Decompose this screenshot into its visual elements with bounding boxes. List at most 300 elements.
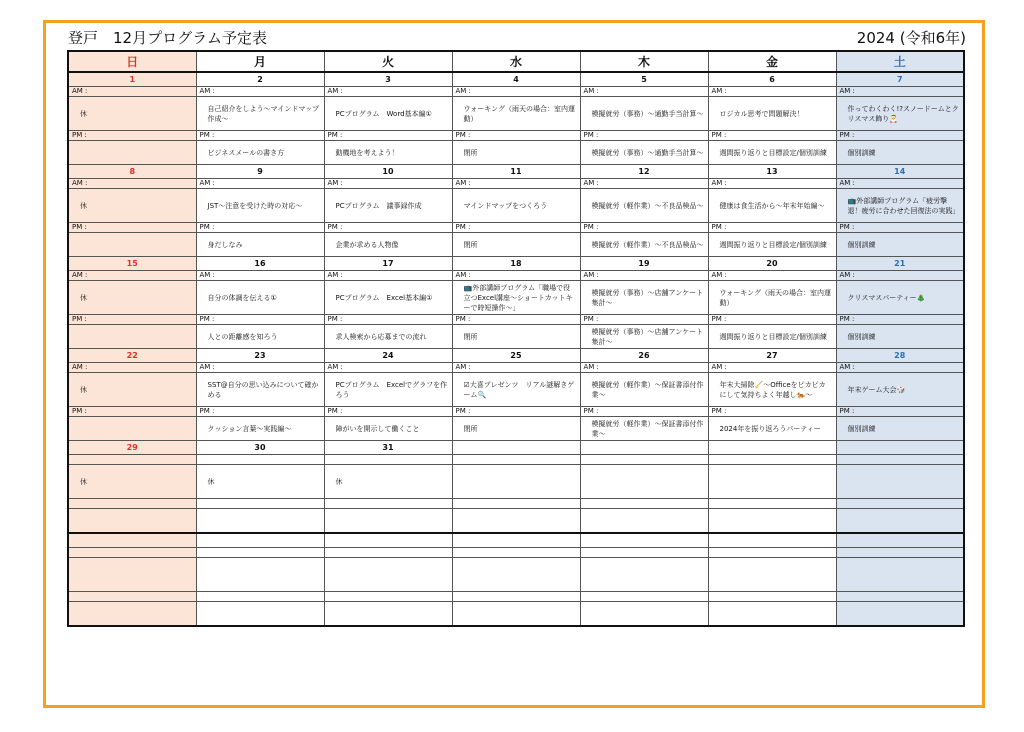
pm-program-cell [452, 325, 580, 349]
pm-label [196, 592, 324, 602]
am-label: AM : [196, 363, 324, 373]
pm-program-cell [452, 233, 580, 257]
pm-program-cell [196, 233, 324, 257]
am-program-cell-text: ロジカル思考で問題解決！ [719, 109, 804, 118]
am-program-cell [452, 558, 580, 592]
date-cell: 18 [452, 257, 580, 271]
date-cell [452, 441, 580, 455]
am-label: AM : [452, 271, 580, 281]
week-1-am-row [68, 189, 964, 223]
am-label [196, 455, 324, 465]
pm-program-cell [68, 509, 196, 534]
am-label [708, 455, 836, 465]
pm-program-cell-text: 模擬就労（事務）～店舗アンケート集計～ [591, 327, 704, 346]
pm-label: PM : [708, 407, 836, 417]
pm-program-cell-text: ビジネスメールの書き方 [207, 148, 285, 157]
am-program-cell [580, 373, 708, 407]
pm-label: PM : [196, 407, 324, 417]
pm-label: PM : [324, 407, 452, 417]
am-program-cell-text: 休 [80, 293, 87, 302]
am-label: AM : [708, 87, 836, 97]
week-4-date-row [68, 441, 964, 455]
am-label: AM : [452, 87, 580, 97]
pm-label: PM : [324, 131, 452, 141]
am-program-cell [452, 373, 580, 407]
am-label: AM : [836, 363, 964, 373]
am-label [580, 548, 708, 558]
am-program-cell [836, 281, 964, 315]
week-2-am-label-row [68, 271, 964, 281]
pm-program-cell [836, 602, 964, 627]
pm-program-cell [452, 141, 580, 165]
week-0-pm-label-row [68, 131, 964, 141]
am-label: AM : [324, 179, 452, 189]
am-program-cell-text: 健康は食生活から～年末年始編～ [719, 201, 825, 210]
am-label [708, 548, 836, 558]
date-cell: 20 [708, 257, 836, 271]
am-program-cell-text: 模擬就労（事務）～店舗アンケート集計～ [591, 288, 704, 307]
am-program-cell [196, 97, 324, 131]
week-3-pm-label-row [68, 407, 964, 417]
pm-label: PM : [580, 407, 708, 417]
am-program-cell [452, 189, 580, 223]
calendar-table [67, 50, 965, 627]
pm-program-cell [452, 417, 580, 441]
am-program-cell [68, 373, 196, 407]
week-1-pm-row [68, 233, 964, 257]
am-program-cell [452, 281, 580, 315]
am-program-cell-text: 自己紹介をしよう～マインドマップ作成～ [207, 104, 320, 123]
am-program-cell [708, 281, 836, 315]
am-program-cell-text: 年末大掃除🧹～Officeをピカピカにして気持ちよく年越し🐅～ [719, 380, 826, 399]
pm-program-cell-text: 模擬就労（事務）～通勤手当計算～ [591, 148, 704, 157]
week-1-date-row [68, 165, 964, 179]
am-label [452, 455, 580, 465]
pm-program-cell-text: クッション言葉～実践編～ [207, 424, 292, 433]
pm-label: PM : [452, 315, 580, 325]
pm-program-cell-text: 動機地を考えよう！ [335, 148, 399, 157]
am-label: AM : [324, 363, 452, 373]
week-2-pm-label-row [68, 315, 964, 325]
pm-label: PM : [836, 315, 964, 325]
pm-label: PM : [452, 131, 580, 141]
am-program-cell [708, 465, 836, 499]
am-program-cell-text: クリスマスパーティー🎄 [847, 293, 926, 302]
pm-label: PM : [708, 315, 836, 325]
pm-label [836, 592, 964, 602]
am-program-cell [836, 97, 964, 131]
pm-program-cell-text: 週間振り返りと目標設定/個別訓練 [719, 240, 827, 249]
pm-program-cell-text: 閉所 [463, 332, 478, 341]
pm-program-cell [708, 417, 836, 441]
date-cell: 26 [580, 349, 708, 363]
date-cell [836, 441, 964, 455]
pm-label [836, 499, 964, 509]
pm-program-cell [452, 509, 580, 534]
pm-label [324, 592, 452, 602]
am-label [580, 455, 708, 465]
am-program-cell [68, 465, 196, 499]
date-cell: 7 [836, 72, 964, 87]
week-0-am-row [68, 97, 964, 131]
am-program-cell-text: JST～注意を受けた時の対応～ [207, 201, 303, 210]
pm-program-cell [324, 602, 452, 627]
date-cell: 10 [324, 165, 452, 179]
am-label [836, 455, 964, 465]
pm-program-cell-text: 身だしなみ [207, 240, 243, 249]
date-cell: 9 [196, 165, 324, 179]
pm-label [580, 592, 708, 602]
am-label: AM : [452, 363, 580, 373]
week-5-am-label-row [68, 548, 964, 558]
am-program-cell [580, 558, 708, 592]
weekday-6: 土 [836, 51, 964, 72]
am-program-cell-text: PCプログラム Excelでグラフを作ろう [335, 380, 448, 399]
am-program-cell [324, 189, 452, 223]
week-2-date-row [68, 257, 964, 271]
date-cell [324, 533, 452, 548]
date-cell: 5 [580, 72, 708, 87]
week-3-am-row [68, 373, 964, 407]
am-program-cell-text: 年末ゲーム大会🎲 [847, 385, 906, 394]
pm-program-cell [68, 325, 196, 349]
pm-program-cell [196, 602, 324, 627]
pm-label: PM : [580, 223, 708, 233]
am-program-cell-text: ウォーキング（雨天の場合：室内運動） [463, 104, 576, 123]
am-program-cell-text: 模擬就労（事務）～通勤手当計算～ [591, 109, 704, 118]
pm-label [580, 499, 708, 509]
am-program-cell [708, 97, 836, 131]
date-cell: 24 [324, 349, 452, 363]
week-5-am-row [68, 558, 964, 592]
am-label [836, 548, 964, 558]
am-label: AM : [708, 363, 836, 373]
weekday-4: 木 [580, 51, 708, 72]
am-program-cell [196, 373, 324, 407]
pm-label: PM : [324, 223, 452, 233]
am-label: AM : [580, 87, 708, 97]
am-program-cell [836, 189, 964, 223]
pm-label: PM : [452, 223, 580, 233]
pm-program-cell [196, 141, 324, 165]
am-program-cell-text: SST@自分の思い込みについて確かめる [207, 380, 319, 399]
week-3-date-row [68, 349, 964, 363]
am-program-cell [836, 558, 964, 592]
pm-label [452, 499, 580, 509]
am-program-cell [580, 281, 708, 315]
week-0-date-row [68, 72, 964, 87]
pm-program-cell [196, 417, 324, 441]
date-cell: 21 [836, 257, 964, 271]
week-3-am-label-row [68, 363, 964, 373]
pm-label: PM : [68, 315, 196, 325]
am-program-cell-text: 休 [80, 477, 87, 486]
pm-program-cell [68, 233, 196, 257]
pm-label: PM : [452, 407, 580, 417]
pm-label [452, 592, 580, 602]
week-2-pm-row [68, 325, 964, 349]
date-cell [708, 533, 836, 548]
am-label: AM : [836, 271, 964, 281]
date-cell: 28 [836, 349, 964, 363]
pm-program-cell [708, 141, 836, 165]
pm-program-cell-text: 企業が求める人物像 [335, 240, 399, 249]
am-label: AM : [836, 87, 964, 97]
pm-label: PM : [580, 315, 708, 325]
pm-program-cell-text: 個別訓練 [847, 332, 876, 341]
am-program-cell-text: 休 [80, 201, 87, 210]
am-label: AM : [68, 363, 196, 373]
pm-program-cell [836, 325, 964, 349]
am-label: AM : [836, 179, 964, 189]
pm-program-cell [324, 417, 452, 441]
am-label: AM : [68, 271, 196, 281]
week-1-pm-label-row [68, 223, 964, 233]
pm-label [68, 592, 196, 602]
date-cell: 3 [324, 72, 452, 87]
am-program-cell-text: 模擬就労（軽作業）～保証書添付作業～ [591, 380, 704, 399]
pm-label: PM : [196, 315, 324, 325]
weekday-2: 火 [324, 51, 452, 72]
am-label: AM : [708, 179, 836, 189]
am-program-cell [708, 189, 836, 223]
date-cell: 29 [68, 441, 196, 455]
pm-program-cell-text: 週間振り返りと目標設定/個別訓練 [719, 148, 827, 157]
am-label: AM : [324, 87, 452, 97]
date-cell: 30 [196, 441, 324, 455]
pm-label [68, 499, 196, 509]
pm-program-cell [324, 141, 452, 165]
date-cell [580, 533, 708, 548]
pm-program-cell [324, 325, 452, 349]
date-cell: 11 [452, 165, 580, 179]
am-label: AM : [580, 179, 708, 189]
date-cell: 15 [68, 257, 196, 271]
pm-program-cell [196, 509, 324, 534]
am-label: AM : [68, 87, 196, 97]
am-program-cell [68, 558, 196, 592]
pm-program-cell-text: 人との距離感を知ろう [207, 332, 278, 341]
am-program-cell-text: 休 [80, 109, 87, 118]
date-cell [452, 533, 580, 548]
am-label: AM : [196, 87, 324, 97]
am-program-cell [708, 558, 836, 592]
date-cell: 16 [196, 257, 324, 271]
pm-program-cell [580, 325, 708, 349]
am-program-cell-text: PCプログラム Excel基本編① [335, 293, 433, 302]
am-program-cell [196, 281, 324, 315]
page-title: 登戸 12月プログラム予定表 [68, 29, 267, 47]
am-program-cell [68, 97, 196, 131]
am-program-cell-text: 自分の体調を伝える① [207, 293, 277, 302]
pm-program-cell [708, 325, 836, 349]
week-3-pm-row [68, 417, 964, 441]
date-cell [708, 441, 836, 455]
pm-program-cell-text: 個別訓練 [847, 240, 876, 249]
date-cell: 13 [708, 165, 836, 179]
pm-program-cell-text: 求人検索から応募までの流れ [335, 332, 427, 341]
am-program-cell-text: 休 [80, 385, 87, 394]
am-program-cell [324, 97, 452, 131]
pm-label: PM : [708, 223, 836, 233]
am-label [324, 548, 452, 558]
pm-program-cell-text: 個別訓練 [847, 148, 876, 157]
pm-label: PM : [708, 131, 836, 141]
pm-label: PM : [68, 407, 196, 417]
date-cell: 25 [452, 349, 580, 363]
pm-program-cell [580, 602, 708, 627]
pm-program-cell-text: 閉所 [463, 424, 478, 433]
am-program-cell-text: 休 [207, 477, 215, 486]
pm-program-cell-text: 模擬就労（軽作業）～不良品検品～ [591, 240, 704, 249]
pm-program-cell-text: 個別訓練 [847, 424, 876, 433]
pm-label: PM : [196, 223, 324, 233]
am-program-cell-text: マインドマップをつくろう [463, 201, 548, 210]
weekday-5: 金 [708, 51, 836, 72]
am-program-cell [324, 558, 452, 592]
date-cell: 17 [324, 257, 452, 271]
pm-label [196, 499, 324, 509]
pm-label: PM : [68, 131, 196, 141]
am-program-cell [836, 465, 964, 499]
am-program-cell [580, 189, 708, 223]
pm-label: PM : [68, 223, 196, 233]
date-cell: 14 [836, 165, 964, 179]
am-program-cell [580, 97, 708, 131]
pm-program-cell [452, 602, 580, 627]
pm-program-cell [68, 141, 196, 165]
date-cell: 8 [68, 165, 196, 179]
am-program-cell [324, 465, 452, 499]
am-program-cell-text: ☑大喜プレゼンツ リアル謎解きゲーム🔍 [463, 380, 575, 399]
week-4-pm-row [68, 509, 964, 534]
week-1-am-label-row [68, 179, 964, 189]
am-program-cell [196, 189, 324, 223]
year-label: 2024 (令和6年) [856, 29, 966, 47]
am-program-cell-text: 休 [335, 477, 343, 486]
pm-label: PM : [324, 315, 452, 325]
am-label: AM : [196, 271, 324, 281]
am-program-cell-text: 📺外部講師プログラム「疲労撃退！疲労に合わせた回復法の実践」 [847, 196, 960, 215]
am-label: AM : [580, 363, 708, 373]
date-cell [836, 533, 964, 548]
date-cell: 27 [708, 349, 836, 363]
am-label: AM : [324, 271, 452, 281]
am-program-cell [324, 281, 452, 315]
date-cell: 19 [580, 257, 708, 271]
week-0-am-label-row [68, 87, 964, 97]
week-5-date-row [68, 533, 964, 548]
week-4-am-label-row [68, 455, 964, 465]
pm-program-cell [836, 233, 964, 257]
am-program-cell [452, 97, 580, 131]
date-cell: 4 [452, 72, 580, 87]
pm-program-cell-text: 2024年を振り返ろうパーティー [719, 424, 821, 433]
pm-label: PM : [836, 407, 964, 417]
pm-program-cell [836, 141, 964, 165]
pm-label: PM : [836, 223, 964, 233]
pm-label [708, 592, 836, 602]
pm-program-cell-text: 模擬就労（軽作業）～保証書添付作業～ [591, 419, 704, 438]
week-5-pm-row [68, 602, 964, 627]
am-label [452, 548, 580, 558]
am-label: AM : [708, 271, 836, 281]
weekday-3: 水 [452, 51, 580, 72]
pm-program-cell [196, 325, 324, 349]
am-program-cell [836, 373, 964, 407]
pm-program-cell [324, 233, 452, 257]
date-cell: 12 [580, 165, 708, 179]
am-label [68, 455, 196, 465]
week-4-am-row [68, 465, 964, 499]
date-cell [580, 441, 708, 455]
am-label: AM : [452, 179, 580, 189]
pm-program-cell [836, 417, 964, 441]
am-label [196, 548, 324, 558]
date-cell: 23 [196, 349, 324, 363]
am-program-cell [196, 558, 324, 592]
week-2-am-row [68, 281, 964, 315]
pm-program-cell [580, 509, 708, 534]
pm-program-cell-text: 障がいを開示して働くこと [335, 424, 420, 433]
am-program-cell-text: ウォーキング（雨天の場合：室内運動） [719, 288, 832, 307]
am-label: AM : [580, 271, 708, 281]
am-program-cell [68, 281, 196, 315]
am-program-cell [196, 465, 324, 499]
am-label [68, 548, 196, 558]
week-4-pm-label-row [68, 499, 964, 509]
weekday-1: 月 [196, 51, 324, 72]
am-label: AM : [68, 179, 196, 189]
am-program-cell [452, 465, 580, 499]
pm-program-cell [708, 509, 836, 534]
date-cell: 22 [68, 349, 196, 363]
weekday-header-row [68, 51, 964, 72]
pm-label: PM : [836, 131, 964, 141]
pm-program-cell [580, 417, 708, 441]
pm-program-cell [708, 602, 836, 627]
pm-program-cell-text: 週間振り返りと目標設定/個別訓練 [719, 332, 827, 341]
pm-program-cell [68, 417, 196, 441]
am-program-cell-text: 作ってわくわく!?スノードームとクリスマス飾り🎅 [847, 104, 959, 123]
date-cell: 31 [324, 441, 452, 455]
date-cell: 1 [68, 72, 196, 87]
am-program-cell [324, 373, 452, 407]
pm-program-cell [324, 509, 452, 534]
date-cell: 6 [708, 72, 836, 87]
pm-label: PM : [196, 131, 324, 141]
am-program-cell-text: PCプログラム Word基本編① [335, 109, 432, 118]
pm-label: PM : [580, 131, 708, 141]
am-program-cell-text: 模擬就労（軽作業）～不良品検品～ [591, 201, 704, 210]
pm-program-cell [708, 233, 836, 257]
week-5-pm-label-row [68, 592, 964, 602]
date-cell [196, 533, 324, 548]
pm-label [708, 499, 836, 509]
am-program-cell-text: PCプログラム 議事録作成 [335, 201, 422, 210]
am-label [324, 455, 452, 465]
pm-program-cell [68, 602, 196, 627]
pm-program-cell-text: 閉所 [463, 240, 478, 249]
weekday-0: 日 [68, 51, 196, 72]
pm-program-cell [836, 509, 964, 534]
pm-program-cell [580, 141, 708, 165]
am-program-cell [68, 189, 196, 223]
am-program-cell [708, 373, 836, 407]
week-0-pm-row [68, 141, 964, 165]
pm-label [324, 499, 452, 509]
am-program-cell [580, 465, 708, 499]
